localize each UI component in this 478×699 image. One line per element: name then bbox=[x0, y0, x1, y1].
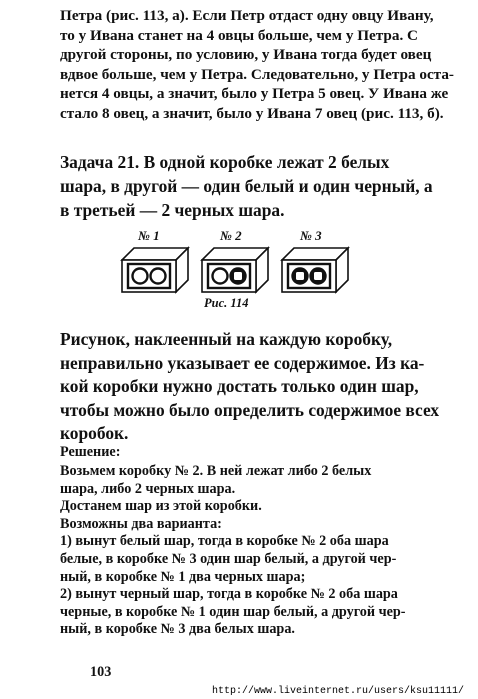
text-line: стало 8 овец, а значит, было у Ивана 7 овец (рис. 113, б). bbox=[60, 104, 444, 122]
text-line: другой стороны, по условию, у Ивана тогда будет овец bbox=[60, 46, 432, 64]
watermark-url: http://www.liveinternet.ru/users/ksu11111/ bbox=[212, 686, 465, 697]
solution-text bbox=[60, 463, 444, 639]
text-line: чтобы можно было определить содержимое всех bbox=[60, 399, 440, 420]
text-line: шара, либо 2 черных шара. bbox=[60, 480, 236, 497]
text-line: Возьмем коробку № 2. В ней лежат либо 2 белых bbox=[60, 463, 372, 479]
box-label: № 2 bbox=[220, 228, 242, 243]
problem-question bbox=[60, 328, 444, 446]
text-line bbox=[60, 150, 440, 174]
text-line: Рисунок, наклеенный на каждую коробку, bbox=[60, 329, 393, 349]
text-line: нется 4 овцы, а значит, было у Петра 5 овец. У Ивана же bbox=[60, 85, 449, 103]
problem-text: В одной коробке лежат 2 белых bbox=[139, 152, 390, 172]
text-line: неправильно указывает ее содержимое. Из ка- bbox=[60, 352, 425, 373]
text-line: 1) вынут белый шар, тогда в коробке № 2 оба шара bbox=[60, 533, 389, 550]
text-line: черные, в коробке № 1 один шар белый, а другой чер- bbox=[60, 603, 406, 620]
text-line: вдвое больше, чем у Петра. Следовательно, у Петра оста- bbox=[60, 65, 454, 83]
problem-label: Задача 21. bbox=[60, 152, 140, 172]
text-line: Достанем шар из этой коробки. bbox=[60, 498, 262, 515]
paragraph-sheep-solution bbox=[60, 6, 454, 124]
text-line: Петра (рис. 113, а). Если Петр отдаст одну овцу Ивану, bbox=[60, 7, 434, 24]
box-2 bbox=[202, 228, 268, 292]
box-3 bbox=[282, 228, 348, 292]
text-line: коробок. bbox=[60, 423, 129, 443]
solution-heading: Решение: bbox=[60, 444, 121, 460]
text-line: ный, в коробке № 3 два белых шара. bbox=[60, 621, 295, 638]
figure-caption: Рис. 114 bbox=[204, 296, 249, 310]
ball-white bbox=[213, 269, 228, 284]
text-line: 2) вынут черный шар, тогда в коробке № 2 оба шара bbox=[60, 586, 398, 603]
ball-white bbox=[151, 269, 166, 284]
text-line: шара, в другой — один белый и один черный, а bbox=[60, 176, 433, 196]
page-number: 103 bbox=[90, 664, 112, 680]
text-line: Возможны два варианта: bbox=[60, 515, 222, 532]
box-label: № 3 bbox=[300, 228, 322, 243]
box-label: № 1 bbox=[138, 228, 160, 243]
box-1 bbox=[122, 228, 188, 292]
text-line: кой коробки нужно достать только один шар, bbox=[60, 376, 419, 396]
text-line: ный, в коробке № 1 два черных шара; bbox=[60, 568, 306, 585]
problem-statement bbox=[60, 150, 440, 222]
ball-white bbox=[133, 269, 148, 284]
text-line: то у Ивана станет на 4 овцы больше, чем у Петра. С bbox=[60, 26, 419, 44]
text-line: белые, в коробке № 3 один шар белый, а другой чер- bbox=[60, 550, 397, 567]
text-line: в третьей — 2 черных шара. bbox=[60, 200, 285, 220]
